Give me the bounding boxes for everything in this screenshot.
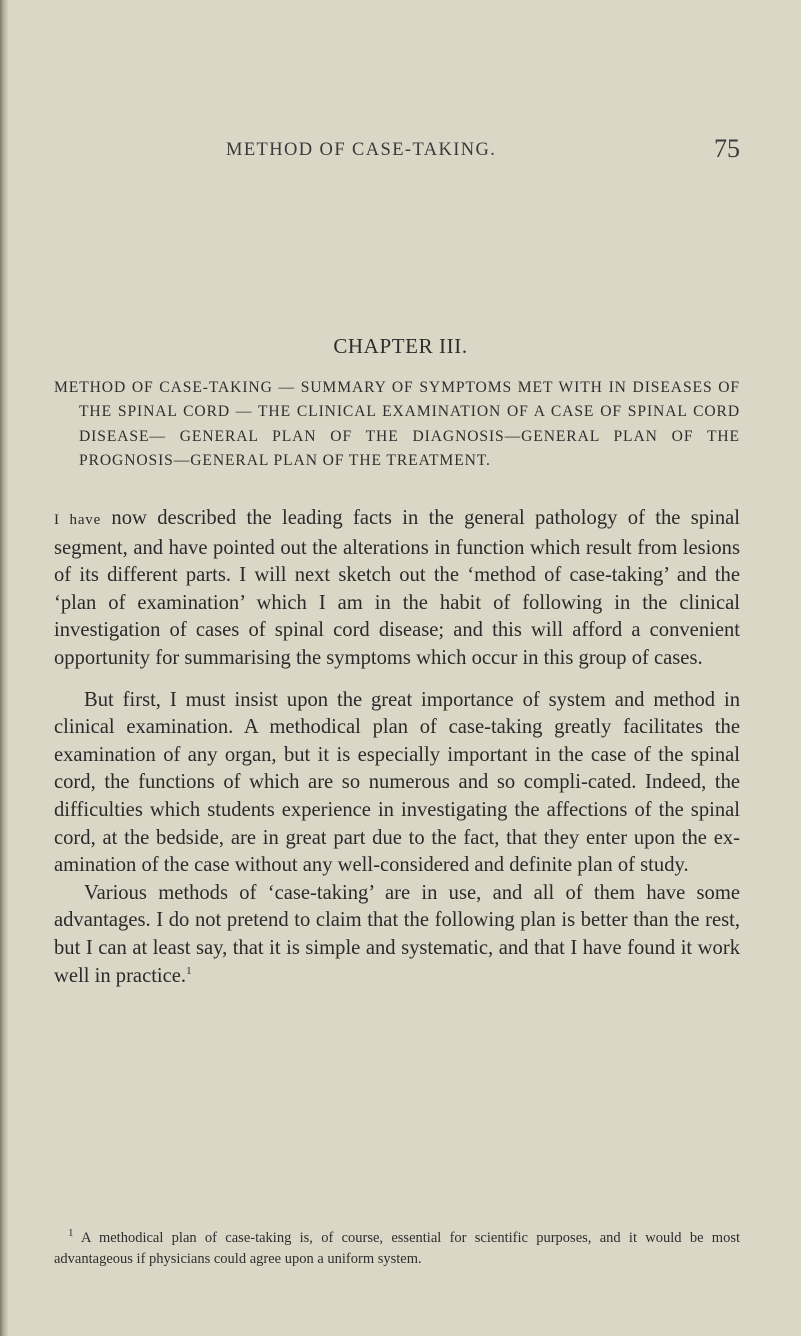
paragraph-1 (54, 505, 740, 673)
body-text (54, 505, 740, 990)
chapter-title: CHAPTER III. (333, 334, 468, 358)
page-edge-shadow (0, 0, 8, 1336)
page-header (60, 134, 740, 174)
paragraph-1-text: now described the leading facts in the general pathology of the spinal segment, and have pointed out the alterations in function which result from lesions of its different parts. I will next sketch out the ‘method of case-taking’ and the ‘plan of examination’ which I am in the habit of following in the clinical investigation of cases of spinal cord disease; and this will afford a convenient opportunity for summarising the symptoms which occur in this group of cases. (54, 507, 740, 669)
footnote-reference: 1 (186, 964, 192, 977)
footnote (54, 1228, 740, 1269)
paragraph-2: But first, I must insist upon the great importance of system and method in clinical examination. A methodical plan of case-taking greatly facilitates the examination of any organ, but it is especially important in the case of the spinal cord, the functions of which are so numerous and so compli-cated. Indeed, the difficulties which students experience in investigating the affections of the spinal cord, at the bedside, are in great part due to the fact, that they enter upon the ex-amination of the case without any well-considered and definite plan of study. (54, 688, 740, 877)
running-head: METHOD OF CASE-TAKING. (226, 140, 497, 160)
chapter-synopsis: METHOD OF CASE-TAKING — SUMMARY OF SYMPTOMS MET WITH IN DISEASES OF THE SPINAL CORD — THE CLINICAL EXAMINATION OF A CASE OF SPINAL CORD DISEASE— GENERAL PLAN OF THE DIAGNOSIS—GENERAL PLAN OF THE PROGNOSIS—GENERAL PLAN OF THE TREATMENT. (54, 379, 740, 470)
paragraph-3-text: Various methods of ‘case-taking’ are in use, and all of them have some advantages. I do not pretend to claim that the following plan is better than the rest, but I can at least say, that it is simple and systematic, and that I have found it work well in practice. (54, 881, 740, 987)
footnote-text: A methodical plan of case-taking is, of course, essential for scientific purposes, and it would be most advantageous if physicians could agree upon a uniform system. (54, 1230, 740, 1267)
small-caps-lead: I have (54, 512, 102, 528)
footnote-mark: 1 (68, 1227, 74, 1240)
page-number: 75 (714, 134, 740, 163)
paragraph-3 (54, 880, 740, 990)
